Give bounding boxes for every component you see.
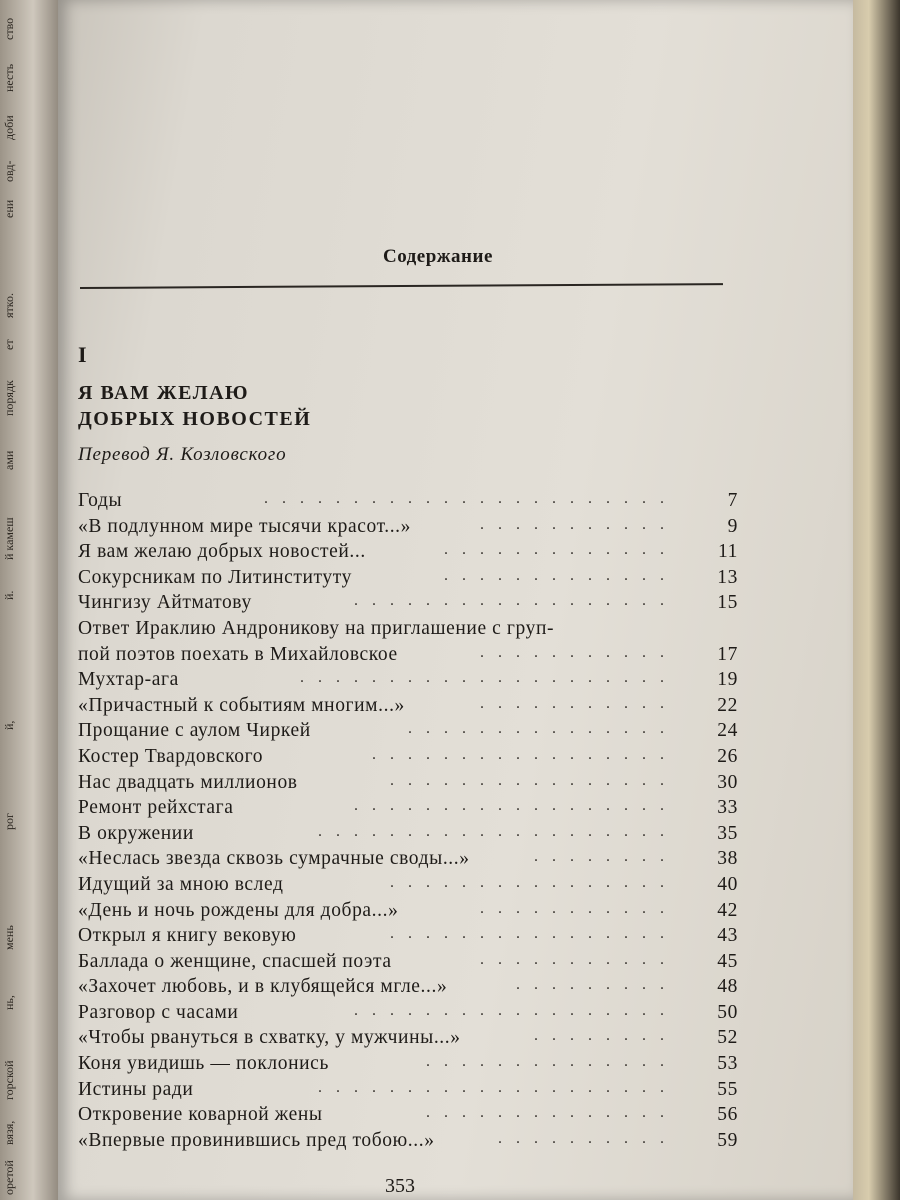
toc-entry-page: 50 (717, 1001, 738, 1023)
toc-leader-dots: .................. (354, 1001, 678, 1019)
toc-entry-title: Костер Твардовского (78, 745, 264, 767)
toc-entry-page: 53 (717, 1053, 738, 1075)
toc-entry-title: Коня увидишь — поклонись (78, 1053, 329, 1075)
toc-leader-dots: ....................... (264, 490, 678, 507)
toc-leader-dots: .......... (498, 1129, 678, 1147)
toc-entry (78, 669, 738, 695)
toc-leader-dots: ............... (408, 720, 678, 738)
toc-leader-dots: .................. (354, 797, 678, 815)
page-number: 353 (385, 1175, 415, 1197)
toc-entry (78, 925, 738, 951)
toc-leader-dots: ........ (534, 1027, 678, 1045)
toc-entry (78, 848, 738, 874)
toc-entry-page: 19 (717, 669, 738, 691)
toc-entry (78, 1053, 738, 1079)
table-of-contents (78, 490, 738, 1155)
toc-entry (78, 772, 738, 798)
section-title-line: ДОБРЫХ НОВОСТЕЙ (78, 408, 312, 430)
toc-entry-page: 17 (717, 643, 738, 665)
toc-entry-page: 30 (717, 771, 738, 793)
toc-entry (78, 541, 738, 567)
toc-leader-dots: ........... (480, 694, 678, 712)
toc-leader-dots: .............. (426, 1053, 678, 1071)
toc-leader-dots: .................. (354, 592, 678, 610)
facing-page-fragment: несть (2, 63, 16, 92)
toc-entry-title: Откровение коварной жены (78, 1104, 323, 1126)
facing-page-edge (0, 0, 60, 1200)
toc-leader-dots: ............. (444, 541, 678, 559)
toc-entry-title: Чингизу Айтматову (78, 592, 252, 614)
toc-entry-title: «Неслась звезда сквозь сумрачные своды...» (78, 848, 470, 870)
toc-entry-page: 43 (717, 925, 738, 947)
facing-page-fragment: мень (2, 925, 16, 950)
facing-page-fragment: рог (2, 813, 16, 830)
section-number: I (78, 342, 87, 367)
facing-page-fragment: й камеш (2, 517, 16, 560)
toc-leader-dots: ..................... (300, 669, 678, 687)
toc-entry-title: «Чтобы рвануться в схватку, у мужчины...» (78, 1027, 461, 1049)
toc-leader-dots: ........... (480, 899, 678, 917)
toc-entry-title: Прощание с аулом Чиркей (78, 720, 311, 742)
toc-entry-title: «Впервые провинившись пред тобою...» (78, 1129, 435, 1151)
facing-page-fragment: овд- (2, 160, 16, 182)
facing-page-fragment: ени (2, 199, 16, 218)
toc-entry (78, 592, 738, 618)
toc-entry-title: Сокурсникам по Литинституту (78, 566, 352, 588)
toc-entry-page: 22 (717, 694, 738, 716)
toc-entry-page: 59 (717, 1129, 738, 1151)
toc-entry (78, 1130, 738, 1156)
toc-entry-page: 13 (717, 566, 738, 588)
toc-leader-dots: ........... (480, 950, 678, 968)
facing-page-fragment: ет (2, 339, 16, 350)
toc-entry-page: 56 (717, 1104, 738, 1126)
toc-leader-dots: ................ (390, 771, 678, 789)
toc-entry (78, 644, 738, 670)
toc-entry-page: 33 (717, 797, 738, 819)
facing-page-fragment: доби (2, 115, 16, 140)
toc-leader-dots: ................. (372, 745, 678, 763)
toc-entry (78, 823, 738, 849)
toc-leader-dots: .................... (318, 822, 678, 840)
toc-entry-page: 24 (717, 720, 738, 742)
toc-entry-title: Нас двадцать миллионов (78, 771, 298, 793)
toc-entry (78, 1027, 738, 1053)
toc-entry-title: «День и ночь рождены для добра...» (78, 899, 399, 921)
book-page (58, 0, 853, 1200)
toc-entry-page: 55 (717, 1078, 738, 1100)
toc-entry-title: Баллада о женщине, спасшей поэта (78, 950, 392, 972)
toc-entry (78, 1002, 738, 1028)
toc-entry-title: Ремонт рейхстага (78, 797, 234, 819)
toc-entry-page: 40 (717, 873, 738, 895)
facing-page-fragment: порядк (2, 380, 16, 416)
toc-leader-dots: ............. (444, 566, 678, 584)
toc-entry (78, 618, 738, 644)
toc-entry-page: 9 (727, 515, 738, 537)
toc-entry-page: 35 (717, 822, 738, 844)
toc-entry-page: 45 (717, 950, 738, 972)
toc-entry (78, 976, 738, 1002)
section-title-line: Я ВАМ ЖЕЛАЮ (78, 382, 250, 404)
toc-entry (78, 490, 738, 516)
toc-leader-dots: ......... (516, 976, 678, 994)
toc-leader-dots: ................ (390, 925, 678, 943)
toc-leader-dots: ........... (480, 643, 678, 661)
toc-entry (78, 1079, 738, 1105)
toc-leader-dots: ................ (390, 873, 678, 891)
toc-entry-title: пой поэтов поехать в Михайловское (78, 643, 398, 665)
section-title (78, 380, 311, 432)
toc-entry-page: 52 (717, 1027, 738, 1049)
toc-leader-dots: .............. (426, 1104, 678, 1122)
translator-credit: Перевод Я. Козловского (78, 444, 287, 465)
toc-entry (78, 720, 738, 746)
toc-entry-title: «Захочет любовь, и в клубящейся мгле...» (78, 976, 448, 998)
toc-entry-page: 7 (727, 490, 738, 511)
toc-entry (78, 567, 738, 593)
toc-entry (78, 516, 738, 542)
facing-page-fragment: й, (2, 720, 16, 730)
facing-page-fragment: ами (2, 450, 16, 470)
toc-entry-title: «Причастный к событиям многим...» (78, 694, 405, 716)
toc-entry (78, 900, 738, 926)
heading-rule (80, 283, 723, 289)
facing-page-fragment: ятко. (2, 293, 16, 318)
toc-entry (78, 1104, 738, 1130)
toc-leader-dots: ........ (534, 848, 678, 866)
toc-entry-title: Разговор с часами (78, 1001, 239, 1023)
toc-entry (78, 746, 738, 772)
toc-entry-page: 48 (717, 976, 738, 998)
toc-entry-title: Годы (78, 490, 123, 511)
facing-page-fragment: горской (2, 1060, 16, 1100)
toc-entry-page: 38 (717, 848, 738, 870)
toc-entry (78, 695, 738, 721)
facing-page-fragment: оретой (2, 1160, 16, 1195)
facing-page-fragment: ство (2, 17, 16, 40)
toc-entry-title: Ответ Ираклию Андроникову на приглашение с груп- (78, 617, 555, 639)
book-cover-edge (848, 0, 900, 1200)
toc-entry (78, 874, 738, 900)
toc-entry-page: 11 (718, 541, 738, 563)
facing-page-fragment: вязя, (2, 1120, 16, 1145)
toc-entry-title: Мухтар-ага (78, 669, 179, 691)
toc-entry (78, 951, 738, 977)
toc-entry-title: Открыл я книгу вековую (78, 925, 297, 947)
toc-entry-title: Истины ради (78, 1078, 194, 1100)
toc-leader-dots: .................... (318, 1078, 678, 1096)
facing-page-fragment: нь, (2, 995, 16, 1010)
toc-entry-title: Я вам желаю добрых новостей... (78, 541, 366, 563)
facing-page-fragment: й. (2, 590, 16, 600)
toc-entry-page: 26 (717, 745, 738, 767)
toc-entry-title: Идущий за мною вслед (78, 873, 284, 895)
toc-leader-dots: ........... (480, 515, 678, 533)
toc-entry (78, 797, 738, 823)
toc-entry-title: «В подлунном мире тысячи красот...» (78, 515, 411, 537)
page-heading: Содержание (383, 246, 493, 267)
toc-entry-title: В окружении (78, 822, 194, 844)
toc-entry-page: 15 (717, 592, 738, 614)
toc-entry-page: 42 (717, 899, 738, 921)
